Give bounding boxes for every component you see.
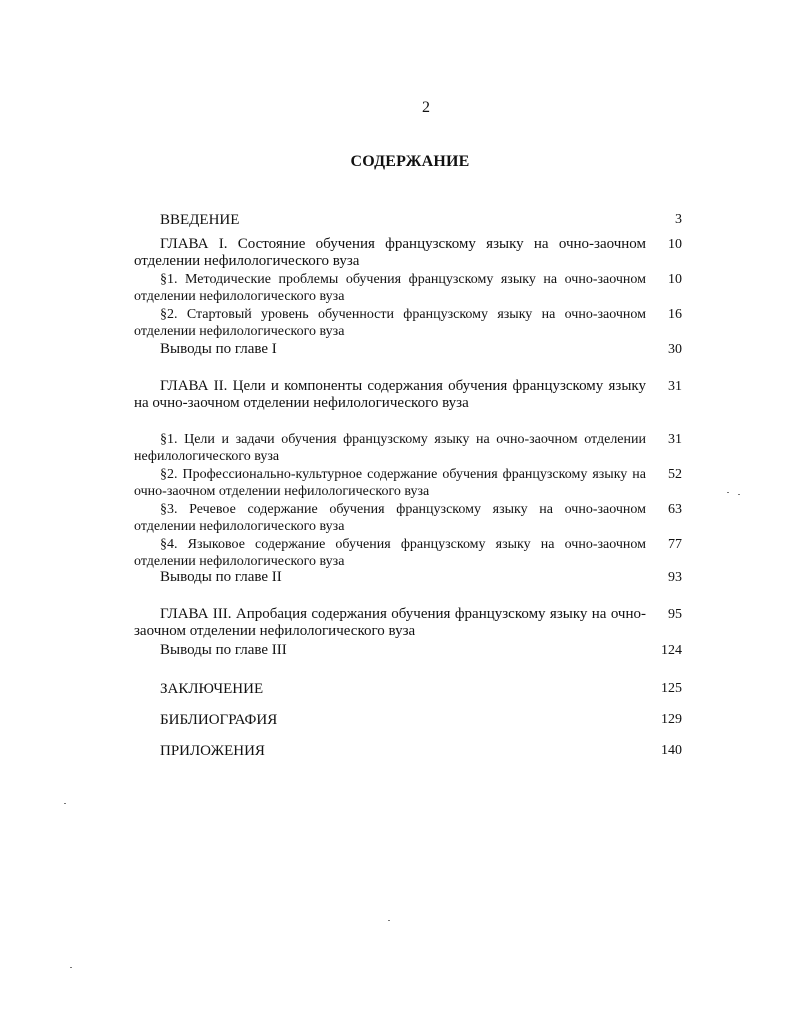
toc-entry-text: §4. Языковое содержание обучения французскому языку на очно-заочном отделении нефилологического вуза	[134, 537, 646, 569]
toc-entry-text: ПРИЛОЖЕНИЯ	[160, 743, 265, 759]
toc-entry-page: 31	[668, 432, 682, 447]
toc-entry-page: 77	[668, 537, 682, 552]
toc-entry-text: БИБЛИОГРАФИЯ	[160, 712, 278, 728]
scan-speck	[388, 920, 390, 921]
toc-entry-text: §2. Стартовый уровень обученности французскому языку на очно-заочном отделении нефилологического вуза	[134, 307, 646, 339]
toc-entry-text: §1. Методические проблемы обучения французскому языку на очно-заочном отделении нефилологического вуза	[134, 272, 646, 304]
toc-entry-chapter-1[interactable]	[134, 236, 682, 270]
toc-title: СОДЕРЖАНИЕ	[350, 153, 470, 170]
toc-entry-text: ВВЕДЕНИЕ	[160, 212, 240, 228]
toc-entry-text: ГЛАВА III. Апробация содержания обучения французскому языку на очно-заочном отделении нефилологического вуза	[134, 606, 646, 639]
toc-entry-page: 125	[661, 681, 682, 696]
toc-entry-chapter-2[interactable]	[134, 378, 682, 412]
toc-entry-text: §1. Цели и задачи обучения французскому языку на очно-заочном отделении нефилологического вуза	[134, 432, 646, 464]
toc-entry-chapter-1-conclusions[interactable]	[134, 341, 682, 358]
toc-entry-text: Выводы по главе III	[160, 642, 287, 658]
page-number: 2	[422, 99, 430, 116]
toc-entry-page: 140	[661, 743, 682, 758]
toc-entry-page: 3	[675, 212, 682, 227]
toc-entry-chapter-1-section-2[interactable]	[134, 306, 682, 340]
toc-entry-chapter-2-section-3[interactable]	[134, 501, 682, 535]
toc-entry-chapter-2-section-1[interactable]	[134, 431, 682, 465]
toc-entry-page: 95	[668, 607, 682, 622]
toc-entry-page: 63	[668, 502, 682, 517]
toc-entry-introduction[interactable]	[134, 210, 682, 230]
toc-entry-chapter-2-section-4[interactable]	[134, 536, 682, 570]
scan-speck	[738, 494, 740, 495]
toc-entry-text: ГЛАВА I. Состояние обучения французскому языку на очно-заочном отделении нефилологического вуза	[134, 236, 646, 269]
toc-entry-chapter-2-section-2[interactable]	[134, 466, 682, 500]
toc-entry-page: 16	[668, 307, 682, 322]
toc-entry-conclusion[interactable]	[134, 679, 682, 699]
toc-entry-chapter-3-conclusions[interactable]	[134, 642, 682, 659]
toc-entry-page: 93	[668, 570, 682, 585]
toc-entry-text: ЗАКЛЮЧЕНИЕ	[160, 681, 264, 697]
toc-entry-appendices[interactable]	[134, 741, 682, 761]
toc-entry-text: Выводы по главе II	[160, 569, 282, 585]
toc-entry-page: 10	[668, 272, 682, 287]
toc-entry-text: Выводы по главе I	[160, 341, 277, 357]
toc-entry-page: 129	[661, 712, 682, 727]
scan-speck	[64, 803, 66, 804]
toc-entry-text: ГЛАВА II. Цели и компоненты содержания обучения французскому языку на очно-заочном отделении нефилологического вуза	[134, 378, 646, 411]
toc-entry-text: §3. Речевое содержание обучения французскому языку на очно-заочном отделении нефилологического вуза	[134, 502, 646, 534]
toc-entry-page: 30	[668, 342, 682, 357]
toc-entry-chapter-1-section-1[interactable]	[134, 271, 682, 305]
toc-entry-page: 31	[668, 379, 682, 394]
scan-speck	[70, 967, 72, 968]
scan-speck	[727, 492, 729, 493]
toc-entry-page: 52	[668, 467, 682, 482]
toc-entry-bibliography[interactable]	[134, 710, 682, 730]
toc-entry-chapter-3[interactable]	[134, 606, 682, 640]
toc-entry-chapter-2-conclusions[interactable]	[134, 569, 682, 586]
toc-entry-page: 10	[668, 237, 682, 252]
toc-entry-text: §2. Профессионально-культурное содержание обучения французскому языку на очно-заочном отделении нефилологического вуза	[134, 467, 646, 499]
toc-entry-page: 124	[661, 643, 682, 658]
